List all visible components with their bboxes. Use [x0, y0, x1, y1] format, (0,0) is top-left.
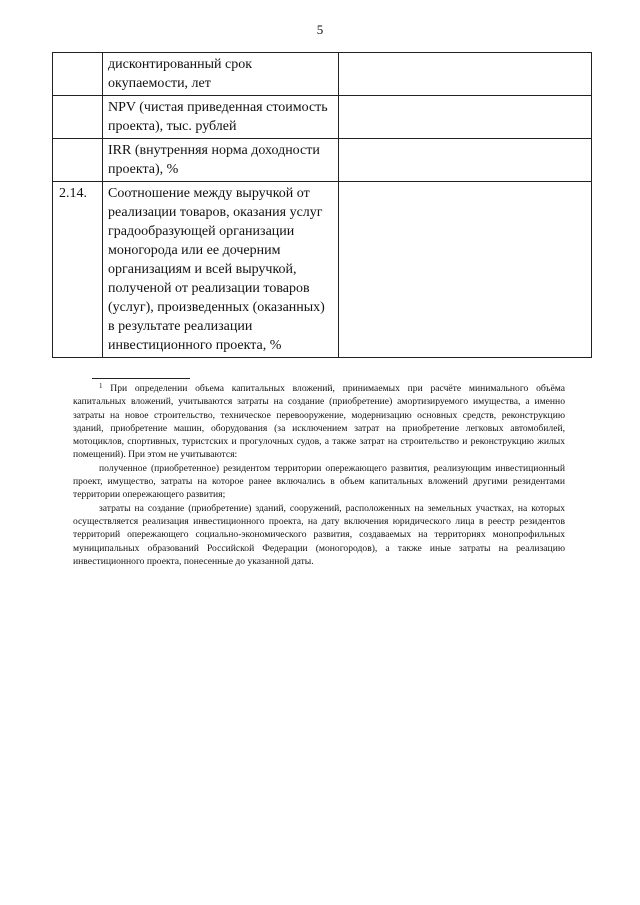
- indicator-name-cell: дисконтированный срок окупаемости, лет: [103, 53, 339, 96]
- page-number: 5: [316, 22, 324, 37]
- indicator-value-cell: [339, 182, 592, 358]
- row-number-cell: [53, 53, 103, 96]
- table-row: [53, 139, 592, 182]
- indicator-name-cell: Соотношение между выручкой от реализации товаров, оказания услуг градообразующей организации моногорода или ее дочерним организациям и всей выручкой, полученой от реализации товаров (услуг), произведенных (оказанных) в результате реализации инвестиционного проекта, %: [103, 182, 339, 358]
- row-number-cell: 2.14.: [53, 182, 103, 358]
- footnote-paragraph: затраты на создание (приобретение) зданий, сооружений, расположенных на земельных участках, на которых осуществляется реализация инвестиционного проекта, на дату включения юридического лица в реестр резидентов территорий опережающего социально-экономического развития, создаваемых на территориях монопрофильных муниципальных образований Российской Федерации (моногородов), а также иные затраты на реализацию инвестиционного проекта, понесенные до указанной даты.: [73, 502, 565, 567]
- footnote-separator: [92, 378, 190, 379]
- indicator-value-cell: [339, 139, 592, 182]
- footnote-paragraph: полученное (приобретенное) резидентом территории опережающего развития, реализующим инвестиционный проект, имущество, затраты на которое ранее включались в объем капитальных вложений другими резидентами территории опережающего развития;: [73, 462, 565, 501]
- footnote-text: При определении объема капитальных вложений, принимаемых при расчёте минимального объёма капитальных вложений, учитываются затраты на создание (приобретение) амортизируемого имущества, а именно затраты на новое строительство, техническое перевооружение, модернизацию основных средств, реконструкцию зданий, приобретение машин, оборудования (за исключением затрат на приобретение легковых автомобилей, мотоциклов, спортивных, туристских и прогулочных судов, а также затрат на строительство и реконструкцию жилых помещений). При этом не учитываются:: [73, 383, 565, 461]
- indicator-name-cell: NPV (чистая приведенная стоимость проекта), тыс. рублей: [103, 96, 339, 139]
- table-row: [53, 182, 592, 358]
- indicator-value-cell: [339, 53, 592, 96]
- footnote-paragraph: [73, 382, 565, 462]
- table-row: [53, 53, 592, 96]
- row-number-cell: [53, 139, 103, 182]
- indicator-value-cell: [339, 96, 592, 139]
- row-number-cell: [53, 96, 103, 139]
- footnote-marker: 1: [99, 382, 103, 390]
- indicators-table: [52, 52, 592, 358]
- footnotes-block: [73, 382, 565, 568]
- indicator-name-cell: IRR (внутренняя норма доходности проекта), %: [103, 139, 339, 182]
- table-row: [53, 96, 592, 139]
